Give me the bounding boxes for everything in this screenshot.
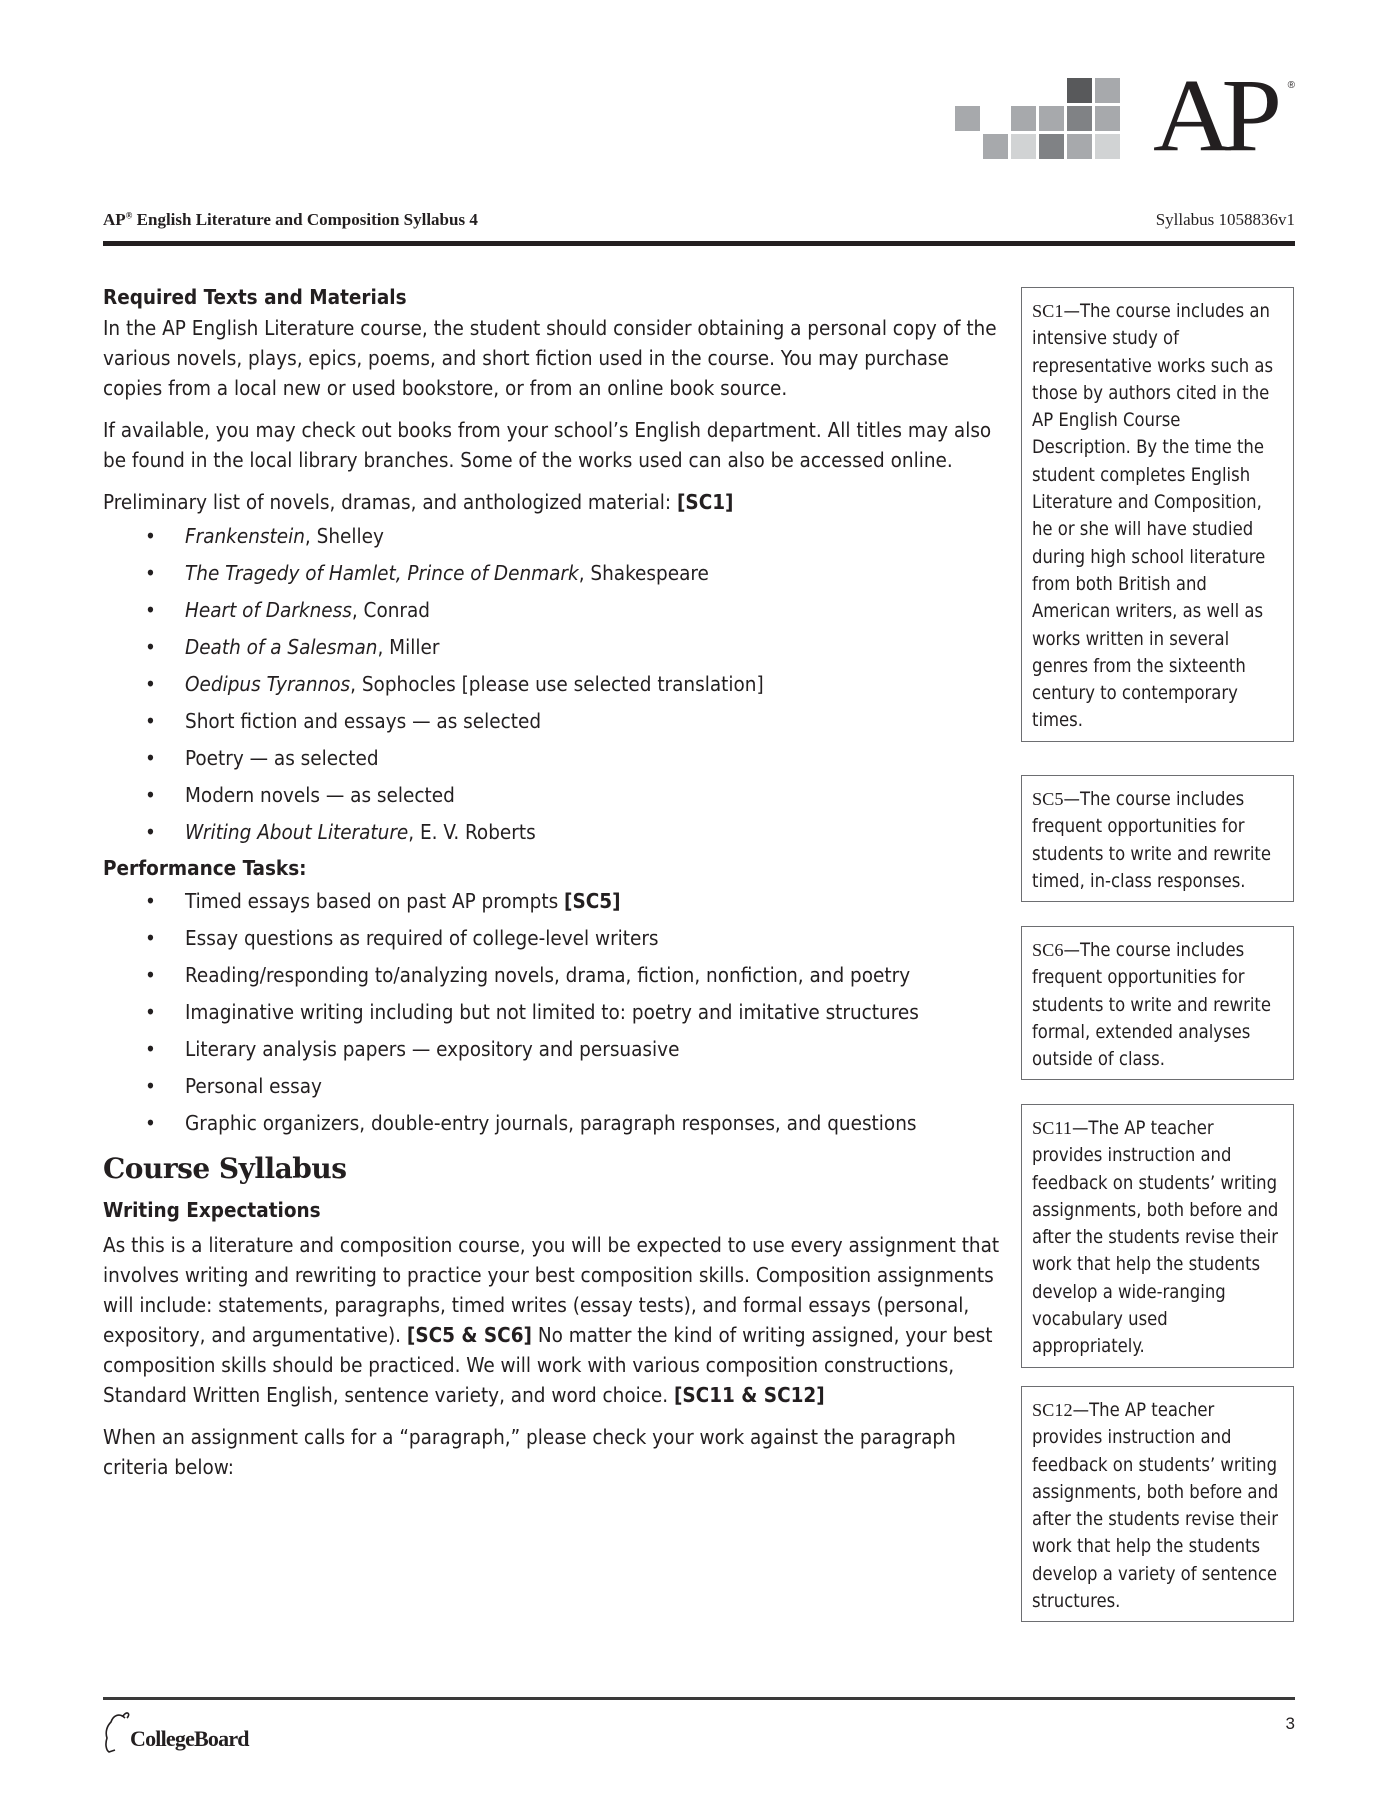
performance-tasks-heading: Performance Tasks: <box>103 856 307 880</box>
task-text: Timed essays based on past AP prompts <box>185 889 565 913</box>
writing-paragraph-2: When an assignment calls for a “paragraph,” please check your work against the paragraph criteria below: <box>103 1425 956 1479</box>
work-title: Death of a Salesman <box>185 635 378 659</box>
bullet-icon: • <box>145 1000 156 1024</box>
bullet-icon: • <box>145 635 156 659</box>
task-text: Imaginative writing including but not limited to: poetry and imitative structures <box>185 1000 919 1024</box>
logo-mosaic-square <box>983 134 1008 159</box>
reading-list-item <box>103 706 1003 736</box>
standard-tag: [SC1] <box>676 490 734 514</box>
reading-list <box>103 521 1003 847</box>
bullet-icon: • <box>145 783 156 807</box>
task-text: Personal essay <box>185 1074 322 1098</box>
logo-mosaic-square <box>1095 78 1120 103</box>
header-rule <box>103 241 1295 246</box>
intro-paragraph-1: In the AP English Literature course, the student should consider obtaining a personal copy of the various novels, plays, epics, poems, and short fiction used in the course. You may purchase copies from a local new or used bookstore, or from an online book source. <box>103 316 997 400</box>
logo-mosaic-square <box>1011 106 1036 131</box>
logo-mosaic-square <box>1095 134 1120 159</box>
sidebar-note-sc12: SC12—The AP teacher provides instruction and feedback on students’ writing assignments, both before and after the students revise their work that help the students develop a variety of sentence structures. <box>1021 1386 1294 1622</box>
bullet-icon: • <box>145 672 156 696</box>
task-text: Essay questions as required of college-level writers <box>185 926 659 950</box>
logo-mosaic-square <box>1039 106 1064 131</box>
document-header <box>103 210 1295 234</box>
work-author: Short fiction and essays — as selected <box>185 709 542 733</box>
task-list-item <box>103 1108 1003 1138</box>
work-title: Heart of Darkness <box>185 598 352 622</box>
bullet-icon: • <box>145 561 156 585</box>
standard-tag: [SC11 & SC12] <box>673 1383 825 1407</box>
writing-paragraph-1: As this is a literature and composition course, you will be expected to use every assignment that involves writing and rewriting to practice your best composition skills. Composition assignments will include: statements, paragraphs, timed writes (essay tests), and formal essays (personal, expository, and argumentative). [SC5 & SC6] No matter the kind of writing assigned, your best composition skills should be practiced. We will work with various composition constructions, Standard Written English, sentence variety, and word choice. [SC11 & SC12] <box>103 1233 1000 1407</box>
acorn-icon <box>103 1708 133 1758</box>
bullet-icon: • <box>145 709 156 733</box>
work-author: , Conrad <box>351 598 430 622</box>
work-author: , Shakespeare <box>578 561 709 585</box>
task-list-item <box>103 1071 1003 1101</box>
work-author: , Miller <box>377 635 440 659</box>
work-author: Modern novels — as selected <box>185 783 455 807</box>
bullet-icon: • <box>145 746 156 770</box>
course-syllabus-heading: Course Syllabus <box>103 1152 347 1185</box>
bullet-icon: • <box>145 820 156 844</box>
bullet-icon: • <box>145 524 156 548</box>
reading-list-item <box>103 780 1003 810</box>
reading-list-item <box>103 521 1003 551</box>
sidebar-note-sc1: SC1—The course includes an intensive study of representative works such as those by authors cited in the AP English Course Description. By the time the student completes English Literature and Composition, he or she will have studied during high school literature from both British and American writers, as well as works written in several genres from the sixteenth century to contemporary times. <box>1021 287 1294 742</box>
sidebar-note-sc5: SC5—The course includes frequent opportunities for students to write and rewrite timed, in-class responses. <box>1021 775 1294 902</box>
standard-tag: [SC5] <box>564 889 621 913</box>
logo-mosaic-square <box>1067 106 1092 131</box>
main-content <box>103 283 1003 1496</box>
logo-mosaic-square <box>1067 78 1092 103</box>
page-number: 3 <box>1285 1714 1295 1733</box>
task-text: Graphic organizers, double-entry journals, paragraph responses, and questions <box>185 1111 917 1135</box>
list-intro: Preliminary list of novels, dramas, and anthologized material: [SC1] <box>103 490 734 514</box>
required-texts-heading: Required Texts and Materials <box>103 285 407 309</box>
intro-paragraph-2: If available, you may check out books from your school’s English department. All titles may also be found in the local library branches. Some of the works used can also be accessed online. <box>103 418 992 472</box>
ap-logo-text: AP <box>1153 58 1272 173</box>
logo-mosaic-square <box>1039 134 1064 159</box>
bullet-icon: • <box>145 963 156 987</box>
work-author: , E. V. Roberts <box>408 820 536 844</box>
ap-logo <box>955 58 1295 173</box>
sidebar-note-sc6: SC6—The course includes frequent opportunities for students to write and rewrite formal, extended analyses outside of class. <box>1021 926 1294 1080</box>
bullet-icon: • <box>145 598 156 622</box>
task-list-item <box>103 923 1003 953</box>
task-list-item <box>103 1034 1003 1064</box>
bullet-icon: • <box>145 889 156 913</box>
sidebar-note-sc11: SC11—The AP teacher provides instruction and feedback on students’ writing assignments, both before and after the students revise their work that help the students develop a wide-ranging vocabulary used appropriately. <box>1021 1104 1294 1368</box>
reading-list-item <box>103 632 1003 662</box>
tasks-list <box>103 886 1003 1138</box>
syllabus-code: Syllabus 1058836v1 <box>1155 210 1295 229</box>
work-title: Oedipus Tyrannos <box>185 672 351 696</box>
logo-mosaic-square <box>1011 134 1036 159</box>
task-list-item <box>103 960 1003 990</box>
work-title: The Tragedy of Hamlet, Prince of Denmark <box>185 561 579 585</box>
work-title: Frankenstein <box>185 524 305 548</box>
registered-mark: ® <box>1287 80 1295 91</box>
bullet-icon: • <box>145 1037 156 1061</box>
reading-list-item <box>103 817 1003 847</box>
work-author: Poetry — as selected <box>185 746 379 770</box>
footer-rule <box>103 1697 1295 1700</box>
logo-mosaic-square <box>1067 134 1092 159</box>
collegeboard-logo <box>103 1708 303 1758</box>
work-title: Writing About Literature <box>185 820 409 844</box>
task-list-item <box>103 886 1003 916</box>
reading-list-item <box>103 595 1003 625</box>
bullet-icon: • <box>145 1111 156 1135</box>
task-list-item <box>103 997 1003 1027</box>
task-text: Reading/responding to/analyzing novels, drama, fiction, nonfiction, and poetry <box>185 963 911 987</box>
work-author: , Sophocles [please use selected translation] <box>350 672 764 696</box>
reading-list-item <box>103 669 1003 699</box>
logo-mosaic-square <box>1095 106 1120 131</box>
bullet-icon: • <box>145 1074 156 1098</box>
reading-list-item <box>103 743 1003 773</box>
standard-tag: [SC5 & SC6] <box>406 1323 532 1347</box>
reading-list-item <box>103 558 1003 588</box>
work-author: , Shelley <box>304 524 384 548</box>
document-title: AP® English Literature and Composition Syllabus 4 <box>103 210 478 229</box>
task-text: Literary analysis papers — expository and persuasive <box>185 1037 680 1061</box>
writing-expectations-heading: Writing Expectations <box>103 1198 321 1222</box>
bullet-icon: • <box>145 926 156 950</box>
collegeboard-brand: CollegeBoard <box>130 1726 249 1751</box>
logo-mosaic-square <box>955 106 980 131</box>
